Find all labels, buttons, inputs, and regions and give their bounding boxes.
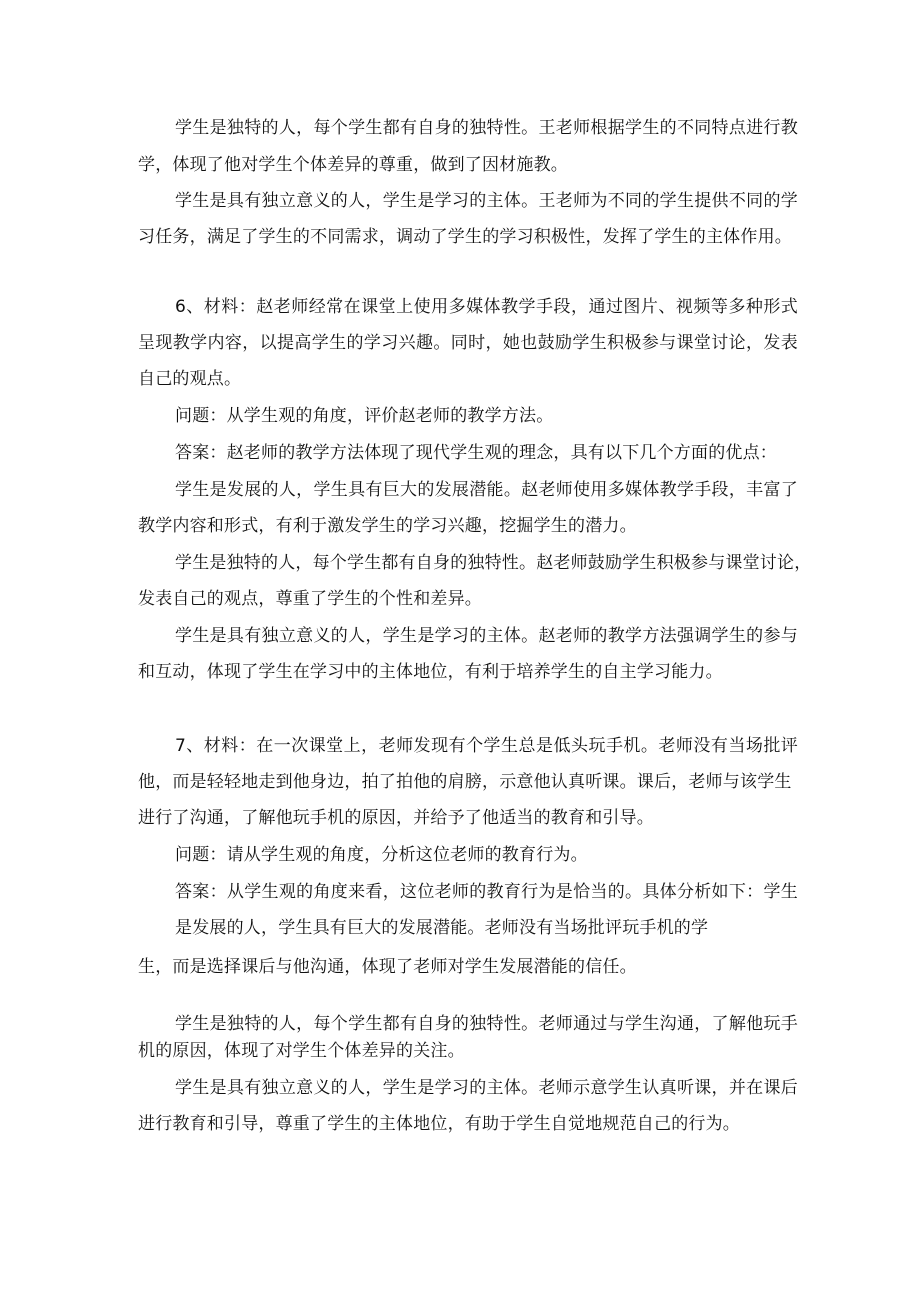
paragraph-line: 机的原因，体现了对学生个体差异的关注。 [138,1041,465,1061]
section-7-answer-line: 答案：从学生观的角度来看，这位老师的教育行为是恰当的。具体分析如下：学生 [175,882,798,902]
section-7-material-line: 他，而是轻轻地走到他身边，拍了拍他的肩膀，示意他认真听课。课后，老师与该学生 [138,772,792,792]
section-6-material-line: 自己的观点。 [138,369,242,389]
paragraph-line: 学生是独特的人，每个学生都有自身的独特性。王老师根据学生的不同特点进行教 [175,118,798,138]
paragraph-line: 学生是独特的人，每个学生都有自身的独特性。老师通过与学生沟通，了解他玩手 [175,1014,798,1034]
paragraph-line: 学生是发展的人，学生具有巨大的发展潜能。赵老师使用多媒体教学手段，丰富了 [175,480,798,500]
section-7-material-line: 进行了沟通，了解他玩手机的原因，并给予了他适当的教育和引导。 [138,808,654,828]
paragraph-line: 学生是具有独立意义的人，学生是学习的主体。王老师为不同的学生提供不同的学 [175,191,798,211]
section-6-question: 问题：从学生观的角度，评价赵老师的教学方法。 [175,406,554,426]
section-7-answer-line: 生，而是选择课后与他沟通，体现了老师对学生发展潜能的信任。 [138,957,637,977]
section-6-material-line: 6、材料：赵老师经常在课堂上使用多媒体教学手段，通过图片、视频等多种形式 [175,297,798,317]
paragraph-line: 学生是具有独立意义的人，学生是学习的主体。赵老师的教学方法强调学生的参与 [175,626,798,646]
paragraph-line: 教学内容和形式，有利于激发学生的学习兴趣，挖掘学生的潜力。 [138,516,637,536]
paragraph-line: 学生是具有独立意义的人，学生是学习的主体。老师示意学生认真听课，并在课后 [175,1078,798,1098]
paragraph-line: 发表自己的观点，尊重了学生的个性和差异。 [138,589,482,609]
section-6-material-line: 呈现教学内容，以提高学生的学习兴趣。同时，她也鼓励学生积极参与课堂讨论，发表 [138,333,798,353]
section-7-question: 问题：请从学生观的角度，分析这位老师的教育行为。 [175,845,588,865]
paragraph-line: 和互动，体现了学生在学习中的主体地位，有利于培养学生的自主学习能力。 [138,662,723,682]
section-6-answer: 答案：赵老师的教学方法体现了现代学生观的理念，具有以下几个方面的优点： [175,443,777,463]
paragraph-line: 习任务，满足了学生的不同需求，调动了学生的学习积极性，发挥了学生的主体作用。 [138,227,792,247]
section-7-answer-line: 是发展的人，学生具有巨大的发展潜能。老师没有当场批评玩手机的学 [175,918,709,938]
paragraph-line: 学，体现了他对学生个体差异的尊重，做到了因材施教。 [138,155,568,175]
section-7-material-line: 7、材料：在一次课堂上，老师发现有个学生总是低头玩手机。老师没有当场批评 [175,736,798,756]
paragraph-line: 进行教育和引导，尊重了学生的主体地位，有助于学生自觉地规范自己的行为。 [138,1114,740,1134]
paragraph-line: 学生是独特的人，每个学生都有自身的独特性。赵老师鼓励学生积极参与课堂讨论， [175,553,812,573]
